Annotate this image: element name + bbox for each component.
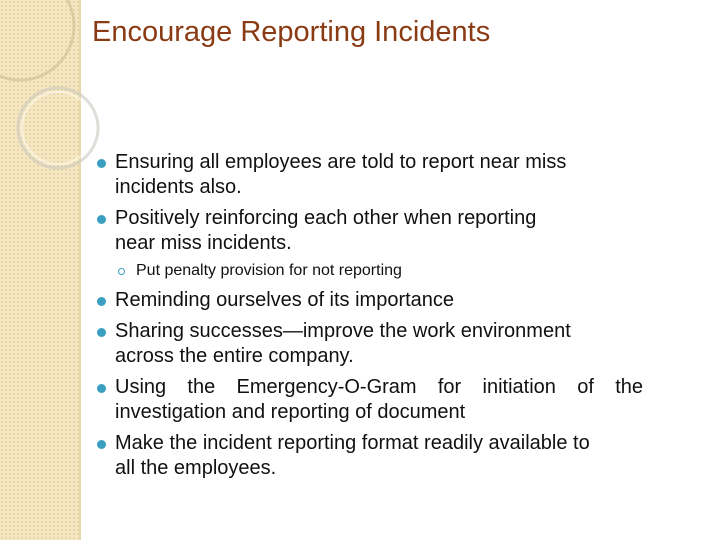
bullet-item: Using the Emergency-O-Gram for initiation of the investigation and reporting of document [96, 375, 643, 425]
bullet-item: Ensuring all employees are told to report near miss incidents also. [96, 150, 635, 200]
bullet-item: Reminding ourselves of its importance [96, 288, 656, 313]
bullet-item: Positively reinforcing each other when reporting near miss incidents. [96, 206, 555, 256]
sub-bullet-item: Put penalty provision for not reporting [96, 260, 656, 282]
slide-content [96, 150, 656, 487]
lower-ring [18, 88, 98, 168]
lower-ring-inner [22, 92, 94, 164]
bullet-item: Make the incident reporting format readily available to all the employees. [96, 431, 595, 481]
upper-ring [0, 0, 74, 80]
slide-title: Encourage Reporting Incidents [92, 16, 491, 48]
bullet-list [96, 150, 656, 481]
bullet-item: Sharing successes—improve the work environment across the entire company. [96, 319, 585, 369]
